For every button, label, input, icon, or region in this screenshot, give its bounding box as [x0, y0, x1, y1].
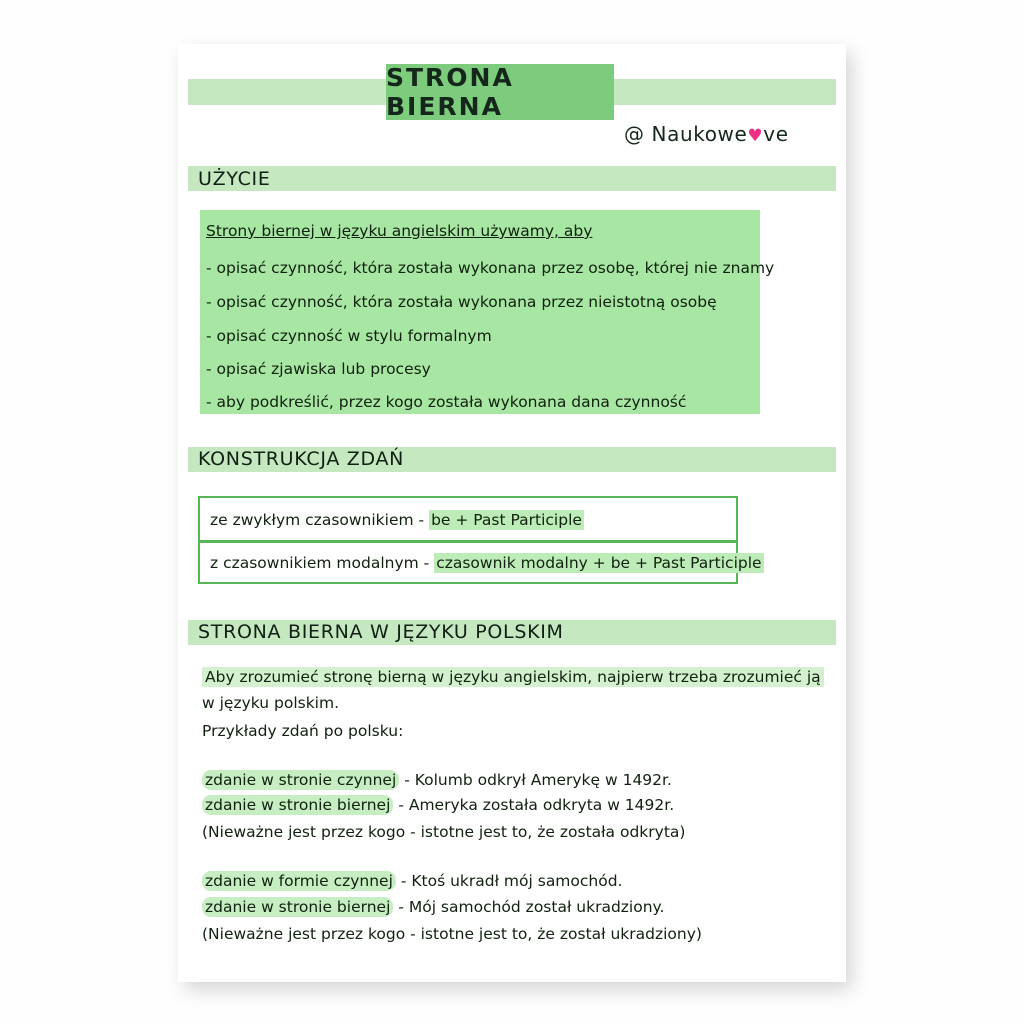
polish-paragraph: w języku polskim.: [202, 694, 340, 712]
example-tag: zdanie w stronie czynnej: [202, 770, 399, 790]
example-text: (Nieważne jest przez kogo - istotne jest to, że została odkryta): [202, 823, 686, 841]
example-line: [202, 925, 702, 943]
construction-row-label: z czasownikiem modalnym -: [210, 554, 435, 572]
construction-row-formula: czasownik modalny + be + Past Participle: [436, 554, 762, 572]
usage-block: [200, 210, 760, 414]
example-text: - Ktoś ukradł mój samochód.: [395, 872, 623, 890]
example-line: [202, 823, 685, 841]
usage-item: - opisać czynność, która została wykonana przez osobę, której nie znamy: [206, 259, 775, 277]
usage-item: - opisać zjawiska lub procesy: [206, 360, 431, 378]
example-line: [202, 796, 674, 814]
construction-row: [210, 511, 584, 529]
page-title: STRONA BIERNA: [386, 63, 514, 121]
example-text: - Mój samochód został ukradziony.: [393, 898, 665, 916]
example-text: - Kolumb odkrył Amerykę w 1492r.: [399, 771, 672, 789]
example-tag: zdanie w stronie biernej: [202, 795, 393, 815]
construction-row: [210, 554, 764, 572]
example-line: [202, 898, 664, 916]
example-tag: zdanie w formie czynnej: [202, 871, 396, 891]
usage-item: - aby podkreślić, przez kogo została wykonana dana czynność: [206, 393, 687, 411]
example-line: [202, 771, 672, 789]
usage-lead: Strony biernej w języku angielskim używamy, aby: [206, 222, 593, 240]
section-header-uzycie: UŻYCIE: [198, 168, 271, 190]
usage-item: - opisać czynność w stylu formalnym: [206, 327, 492, 345]
polish-paragraph: Przykłady zdań po polsku:: [202, 722, 404, 740]
usage-item: - opisać czynność, która została wykonana przez nieistotną osobę: [206, 293, 717, 311]
author-handle-suffix: ve: [763, 122, 789, 146]
note-sheet: [178, 44, 846, 982]
construction-row-formula: be + Past Participle: [431, 511, 582, 529]
section-band-uzycie: [188, 166, 836, 191]
construction-row-label: ze zwykłym czasownikiem -: [210, 511, 430, 529]
polish-paragraph-text: Aby zrozumieć stronę bierną w języku angielskim, najpierw trzeba zrozumieć ją: [202, 667, 824, 687]
author-handle-prefix: @ Naukowe: [624, 122, 748, 146]
author-handle: [624, 122, 824, 146]
example-tag: zdanie w stronie biernej: [202, 897, 393, 917]
polish-paragraph: [202, 668, 824, 686]
example-text: - Ameryka została odkryta w 1492r.: [393, 796, 675, 814]
example-text: (Nieważne jest przez kogo - istotne jest to, że został ukradziony): [202, 925, 702, 943]
section-header-konstrukcja: KONSTRUKCJA ZDAŃ: [198, 448, 405, 470]
heart-icon: ♥: [747, 126, 764, 146]
section-header-polski: STRONA BIERNA W JĘZYKU POLSKIM: [198, 621, 564, 643]
construction-divider: [198, 540, 738, 543]
title-box: [386, 64, 614, 120]
example-line: [202, 872, 623, 890]
